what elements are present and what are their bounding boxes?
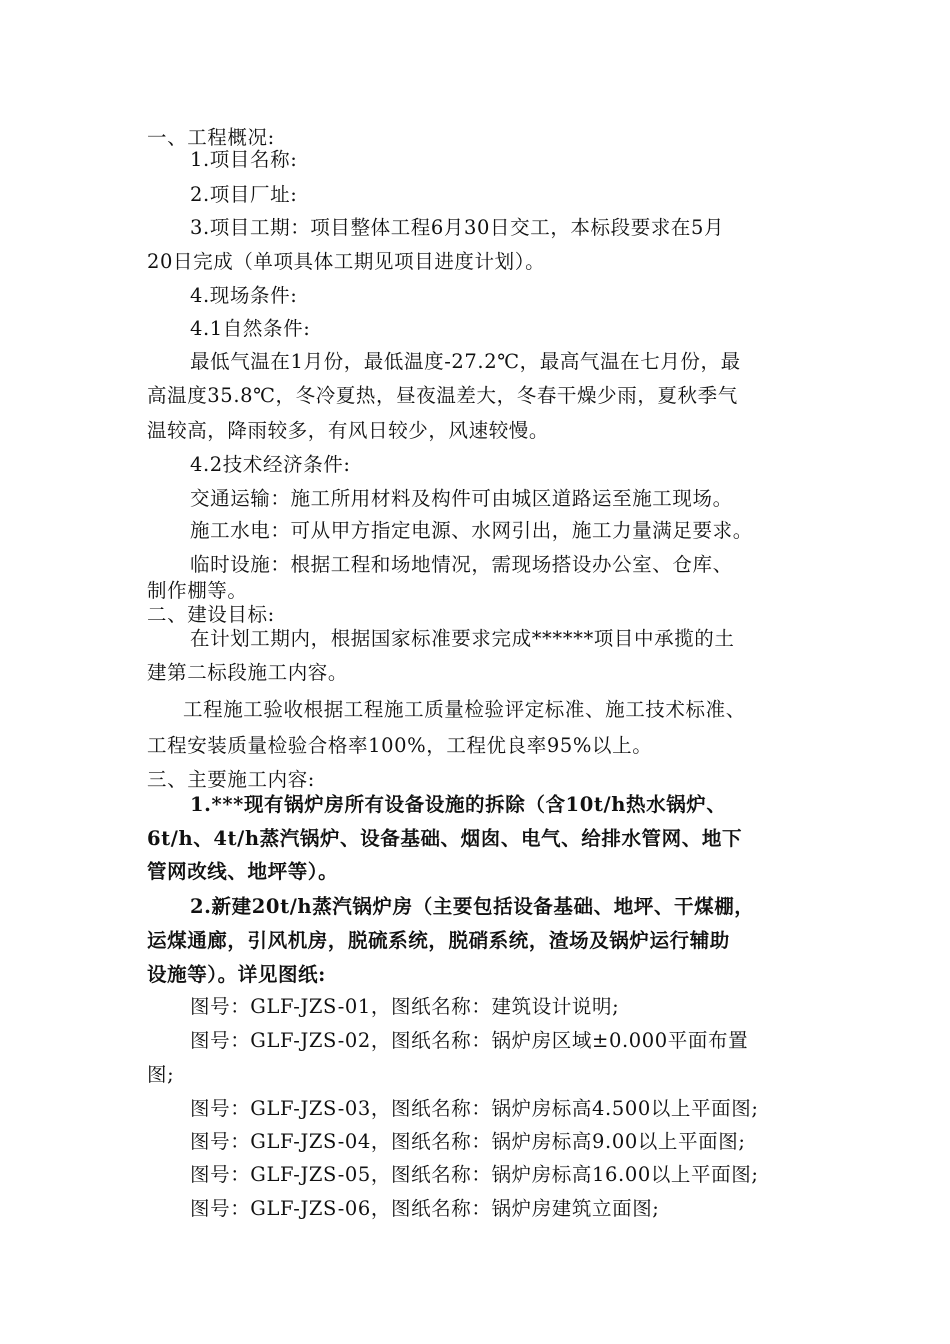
climate-paragraph-line: 最低气温在1月份，最低温度-27.2℃，最高气温在七月份，最 [190,350,741,373]
project-schedule-line-cont: 20日完成（单项具体工期见项目进度计划）。 [147,250,546,273]
drawing-list-item: 图号：GLF-JZS-01，图纸名称：建筑设计说明; [190,995,620,1018]
acceptance-paragraph-line: 工程安装质量检验合格率100%，工程优良率95%以上。 [147,734,653,757]
tech-economic-line: 4.2技术经济条件: [190,453,351,476]
project-name-line: 1.项目名称: [190,148,298,171]
drawing-list-item-cont: 图; [147,1063,175,1086]
transport-line: 交通运输：施工所用材料及构件可由城区道路运至施工现场。 [190,487,733,510]
section-heading-construction: 三、主要施工内容: [147,768,315,791]
drawing-list-item: 图号：GLF-JZS-06，图纸名称：锅炉房建筑立面图; [190,1197,660,1220]
section-heading-overview: 一、工程概况: [147,126,275,149]
demolition-item-line: 管网改线、地坪等）。 [147,860,339,883]
goals-paragraph-line: 在计划工期内，根据国家标准要求完成******项目中承揽的土 [190,627,735,650]
new-boiler-item-line: 设施等）。详见图纸: [147,963,326,986]
water-power-line: 施工水电：可从甲方指定电源、水网引出，施工力量满足要求。 [190,519,753,542]
demolition-item-line: 6t/h、4t/h蒸汽锅炉、设备基础、烟囱、电气、给排水管网、地下 [147,827,743,850]
acceptance-paragraph-line: 工程施工验收根据工程施工质量检验评定标准、施工技术标准、 [183,698,746,721]
project-site-line: 2.项目厂址: [190,183,298,206]
drawing-list-item: 图号：GLF-JZS-03，图纸名称：锅炉房标高4.500以上平面图; [190,1097,759,1120]
climate-paragraph-line: 温较高，降雨较多，有风日较少，风速较慢。 [147,419,550,442]
new-boiler-item-line: 2.新建20t/h蒸汽锅炉房（主要包括设备基础、地坪、干煤棚， [190,895,755,918]
goals-paragraph-line: 建第二标段施工内容。 [147,661,349,684]
temporary-facilities-line-cont: 制作棚等。 [147,579,248,602]
drawing-list-item: 图号：GLF-JZS-02，图纸名称：锅炉房区域±0.000平面布置 [190,1029,749,1052]
new-boiler-item-line: 运煤通廊，引风机房，脱硫系统，脱硝系统，渣场及锅炉运行辅助 [147,929,730,952]
drawing-list-item: 图号：GLF-JZS-05，图纸名称：锅炉房标高16.00以上平面图; [190,1163,759,1186]
project-schedule-line: 3.项目工期：项目整体工程6月30日交工，本标段要求在5月 [190,216,725,239]
section-heading-goals: 二、建设目标: [147,603,275,626]
temporary-facilities-line: 临时设施：根据工程和场地情况，需现场搭设办公室、仓库、 [190,553,733,576]
drawing-list-item: 图号：GLF-JZS-04，图纸名称：锅炉房标高9.00以上平面图; [190,1130,746,1153]
climate-paragraph-line: 高温度35.8℃，冬冷夏热，昼夜温差大，冬春干燥少雨，夏秋季气 [147,384,738,407]
natural-conditions-line: 4.1自然条件: [190,317,311,340]
demolition-item-line: 1.***现有锅炉房所有设备设施的拆除（含10t/h热水锅炉、 [190,793,727,816]
site-conditions-line: 4.现场条件: [190,284,298,307]
